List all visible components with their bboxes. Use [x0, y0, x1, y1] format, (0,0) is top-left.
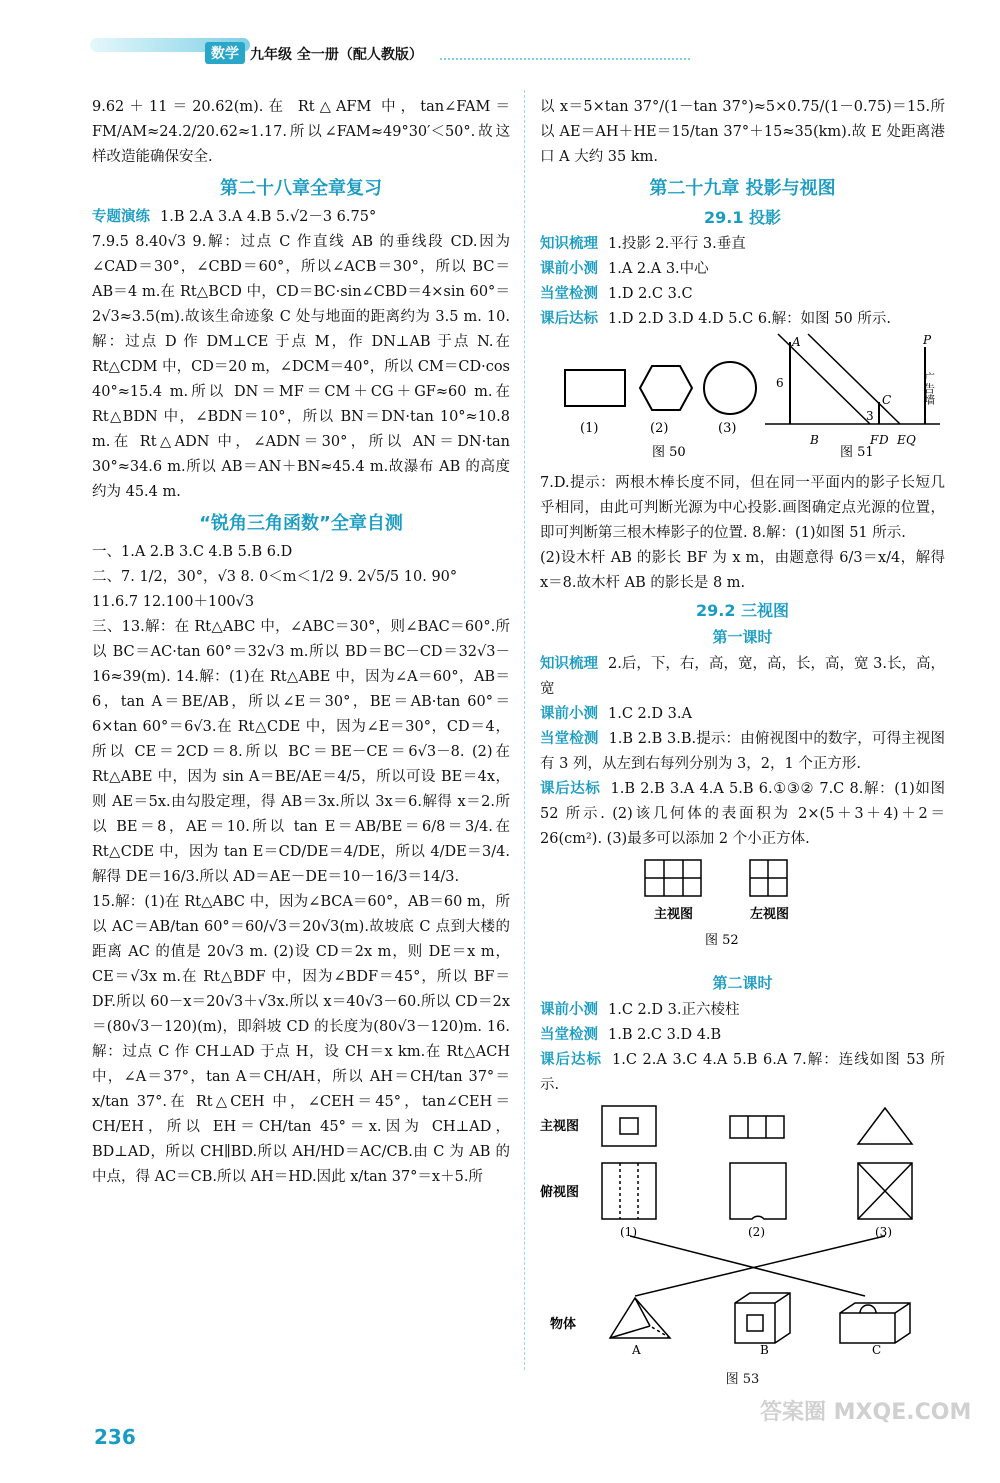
- section-29-2: 29.2 三视图: [695, 601, 790, 620]
- right-column: [540, 95, 945, 1392]
- view-2-top: [730, 1163, 786, 1219]
- fig51-label-q: Q: [906, 433, 916, 447]
- test-answers-3: 11.6.7 12.100＋100√3: [92, 594, 255, 610]
- fig53-caption: 图 53: [725, 1372, 760, 1387]
- figure-52: [540, 852, 945, 960]
- object-c-block: [840, 1303, 910, 1343]
- answer-row: 知识梳理 2.后，下，右，高，宽，高，长，高，宽 3.长，高，宽: [540, 656, 946, 697]
- answer-row: 课前小测 1.C 2.D 3.A: [540, 706, 692, 722]
- section-tag: 知识梳理: [540, 236, 598, 252]
- figure-53: [540, 1098, 945, 1358]
- continued-solution: 以 x＝5×tan 37°/(1－tan 37°)≈5×0.75/(1－0.75)＝15.所以 AE＝AH＋HE＝15/tan 37°＋15≈35(km).故 E 处距离港口 A 大约 35 km.: [540, 99, 945, 165]
- fig51-wall-label: 广告墙: [922, 372, 936, 405]
- fig50-rectangle: [565, 370, 625, 406]
- section-29-1: 29.1 投影: [703, 208, 782, 227]
- answer-row: 当堂检测 1.B 2.C 3.D 4.B: [540, 1027, 722, 1043]
- view-1-top: [602, 1163, 656, 1219]
- lesson-2-title: 第二课时: [712, 974, 773, 992]
- answer-paragraph: 9.62＋11＝20.62(m).在 Rt△AFM 中，tan∠FAM＝FM/AM≈24.2/20.62≈1.17.所以∠FAM≈49°30′＜50°.故这样改造能确保安全.: [92, 99, 510, 165]
- figures-50-51: [540, 332, 945, 462]
- match-line-1: [630, 1236, 865, 1296]
- fig50-circle: [704, 362, 756, 414]
- answer-row: 知识梳理 1.投影 2.平行 3.垂直: [540, 236, 746, 252]
- top-view-row-label: 俯视图: [540, 1185, 580, 1200]
- fig50-hexagon: [640, 366, 692, 410]
- column-divider: [524, 90, 525, 1370]
- left-view-grid: [750, 860, 787, 896]
- view-3-front: [858, 1108, 912, 1144]
- answer-row: 课前小测 1.A 2.A 3.中心: [540, 261, 709, 277]
- fig51-length-3: 3: [866, 409, 874, 423]
- answer-row: 课后达标 1.C 2.A 3.C 4.A 5.B 6.A 7.解：连线如图 53 所示.: [540, 1052, 945, 1093]
- fig51-label-a: A: [792, 335, 801, 349]
- solution-8-2: (2)设木杆 AB 的影长 BF 为 x m，由题意得 6/3＝x/4，解得 x＝8.故木杆 AB 的影长是 8 m.: [540, 550, 945, 591]
- front-view-label: 主视图: [654, 907, 694, 922]
- answer-row: 课后达标 1.B 2.B 3.A 4.A 5.B 6.①③② 7.C 8.解：(1)如图 52 所示. (2)该几何体的表面积为 2×(5＋3＋4)＋2＝26(cm²). (3)最多可以添加 2 个小正方体.: [540, 781, 946, 847]
- lesson-1-title: 第一课时: [712, 628, 773, 646]
- subject-badge: 数学: [205, 42, 245, 64]
- page-header: [0, 0, 1000, 75]
- book-title: 九年级 全一册（配人教版）: [250, 47, 423, 63]
- fig50-label-1: (1): [580, 421, 599, 436]
- section-tag: 当堂检测: [540, 731, 599, 747]
- ch28-solutions: 7.9.5 8.40√3 9.解：过点 C 作直线 AB 的垂线段 CD.因为∠CAD＝30°，∠CBD＝60°，所以∠ACB＝30°，所以 BC＝AB＝4 m.在 Rt△BCD 中，CD＝BC·sin∠CBD＝4×sin 60°＝2√3≈3.5(m).故该生命迹象 C 处与地面的距离约为 3.5 m. 10.解：过点 D 作 DM⊥CE 于点 M，作 DN⊥AB 于点 N.在 Rt△CDM 中，CD＝20 m，∠DCM＝40°，所以 CM＝CD·cos 40°≈15.4 m.所以 DN＝MF＝CM＋CG＋GF≈60 m.在 Rt△BDN 中，∠BDN＝10°，所以 BN＝DN·tan 10°≈10.8 m.在 Rt△ADN 中，∠ADN＝30°，所以 AN＝DN·tan 30°≈34.6 m.所以 AB＝AN＋BN≈45.4 m.故瀑布 AB 的高度约为 45.4 m.: [92, 234, 510, 500]
- test-answers-2: 二、7. 1/2，30°，√3 8. 0＜m＜1/2 9. 2√5/5 10. 90°: [92, 569, 458, 585]
- object-label-b: B: [760, 1343, 769, 1357]
- section-tag: 课后达标: [540, 311, 598, 327]
- object-row-label: 物体: [550, 1317, 577, 1332]
- fig53-number-2: (2): [748, 1225, 765, 1239]
- left-view-label: 左视图: [750, 907, 790, 922]
- fig50-label-3: (3): [718, 421, 737, 436]
- answer-row: 课后达标 1.D 2.D 3.D 4.D 5.C 6.解：如图 50 所示.: [540, 311, 891, 327]
- fig51-label-b: B: [810, 433, 819, 447]
- fig51-label-p: P: [923, 333, 932, 347]
- fig50-caption: 图 50: [652, 445, 686, 460]
- section-tag: 课前小测: [540, 706, 598, 722]
- chapter29-title: 第二十九章 投影与视图: [649, 178, 836, 199]
- chapter-test-title: “锐角三角函数”全章自测: [199, 513, 403, 534]
- fig51-label-e: E: [897, 433, 906, 447]
- fig51-label-f: F: [870, 433, 879, 447]
- fig53-number-1: (1): [620, 1225, 637, 1239]
- main-view-row-label: 主视图: [540, 1119, 580, 1134]
- fig50-label-2: (2): [650, 421, 669, 436]
- page-number: 236: [94, 1425, 136, 1449]
- view-2-front: [730, 1116, 784, 1138]
- solution-7-8: 7.D.提示：两根木棒长度不同，但在同一平面内的影子长短几乎相同，由此可判断光源为中心投影.画图确定点光源的位置，即可判断第三根木棒影子的位置. 8.解：(1)如图 51 所示.: [540, 475, 945, 541]
- header-dots: [440, 58, 690, 60]
- view-1-front: [602, 1106, 656, 1146]
- answer-row: 当堂检测 1.B 2.B 3.B.提示：由俯视图中的数字，可得主视图有 3 列，从左到右每列分别为 3，2，1 个正方形.: [540, 731, 946, 772]
- object-a-pyramid: [610, 1298, 670, 1338]
- object-label-a: A: [632, 1343, 641, 1357]
- test-solutions: 三、13.解：在 Rt△ABC 中，∠ABC＝30°，则∠BAC＝60°.所以 BC＝AC·tan 60°＝32√3 m.所以 BD＝BC－CD＝32√3－16≈39(m). 14.解：(1)在 Rt△ABE 中，因为∠A＝60°，AB＝6，tan A＝BE/AB，所以∠E＝30°，BE＝AB·tan 60°＝6×tan 60°＝6√3.在 Rt△CDE 中，因为∠E＝30°，CD＝4，所以 CE＝2CD＝8.所以 BC＝BE－CE＝6√3－8. (2)在 Rt△ABE 中，因为 sin A＝BE/AE＝4/5，所以可设 BE＝4x，则 AE＝5x.由勾股定理，得 AB＝3x.所以 3x＝6.解得 x＝2.所以 BE＝8，AE＝10.所以 tan E＝AB/BE＝6/8＝3/4.在 Rt△CDE 中，因为 tan E＝CD/DE＝4/DE，所以 4/DE＝3/4.解得 DE＝16/3.所以 AD＝AE－DE＝10－16/3＝14/3.: [92, 619, 510, 885]
- fig51-ray-2: [808, 334, 900, 424]
- section-tag: 专题演练: [92, 209, 150, 225]
- fig51-label-d: D: [879, 433, 889, 447]
- object-label-c: C: [872, 1343, 882, 1357]
- fig51-caption: 图 51: [840, 445, 874, 460]
- fig53-number-3: (3): [875, 1225, 892, 1239]
- fig51-length-6: 6: [776, 376, 784, 390]
- section-tag: 当堂检测: [540, 1027, 598, 1043]
- section-tag: 课前小测: [540, 261, 598, 277]
- ch28-answers: 专题演练 1.B 2.A 3.A 4.B 5.√2－3 6.75°: [92, 209, 377, 225]
- left-column: [92, 95, 510, 1190]
- section-tag: 知识梳理: [540, 656, 599, 672]
- test-answers-1: 一、1.A 2.B 3.C 4.B 5.B 6.D: [92, 544, 293, 560]
- section-tag: 课后达标: [540, 781, 601, 797]
- section-tag: 课后达标: [540, 1052, 603, 1068]
- section-tag: 课前小测: [540, 1002, 598, 1018]
- watermark: 答案圈 MXQE.COM: [760, 1400, 972, 1425]
- section-tag: 当堂检测: [540, 286, 598, 302]
- chapter28-review-title: 第二十八章全章复习: [220, 178, 382, 199]
- solution-15-16: 15.解：(1)在 Rt△ABC 中，因为∠BCA＝60°，AB＝60 m，所以 AC＝AB/tan 60°＝60/√3＝20√3(m).故坡底 C 点到大楼的距离 AC 的值是 20√3 m. (2)设 CD＝2x m，则 DE＝x m，CE＝√3x m.在 Rt△BDF 中，因为∠BDF＝45°，所以 BF＝DF.所以 60－x＝20√3＋√3x.所以 x＝40√3－60.所以 CD＝2x＝(80√3－120)(m)，即斜坡 CD 的长度为(80√3－120)m. 16.解：过点 C 作 CH⊥AD 于点 H，设 CH＝x km.在 Rt△ACH 中，∠A＝37°，tan A＝CH/AH，所以 AH＝CH/tan 37°＝x/tan 37°.在 Rt△CEH 中，∠CEH＝45°，tan∠CEH＝CH/EH，所以 EH＝CH/tan 45°＝x.因为 CH⊥AD，BD⊥AD，所以 CH∥BD.所以 AH/HD＝AC/CB.由 C 为 AB 的中点，得 AC＝CB.所以 AH＝HD.因此 x/tan 37°＝x＋5.所: [92, 894, 510, 1185]
- answer-row: 课前小测 1.C 2.D 3.正六棱柱: [540, 1002, 740, 1018]
- fig52-caption: 图 52: [705, 933, 739, 948]
- match-line-2: [635, 1236, 885, 1296]
- answer-row: 当堂检测 1.D 2.C 3.C: [540, 286, 693, 302]
- fig51-label-c: C: [882, 393, 892, 407]
